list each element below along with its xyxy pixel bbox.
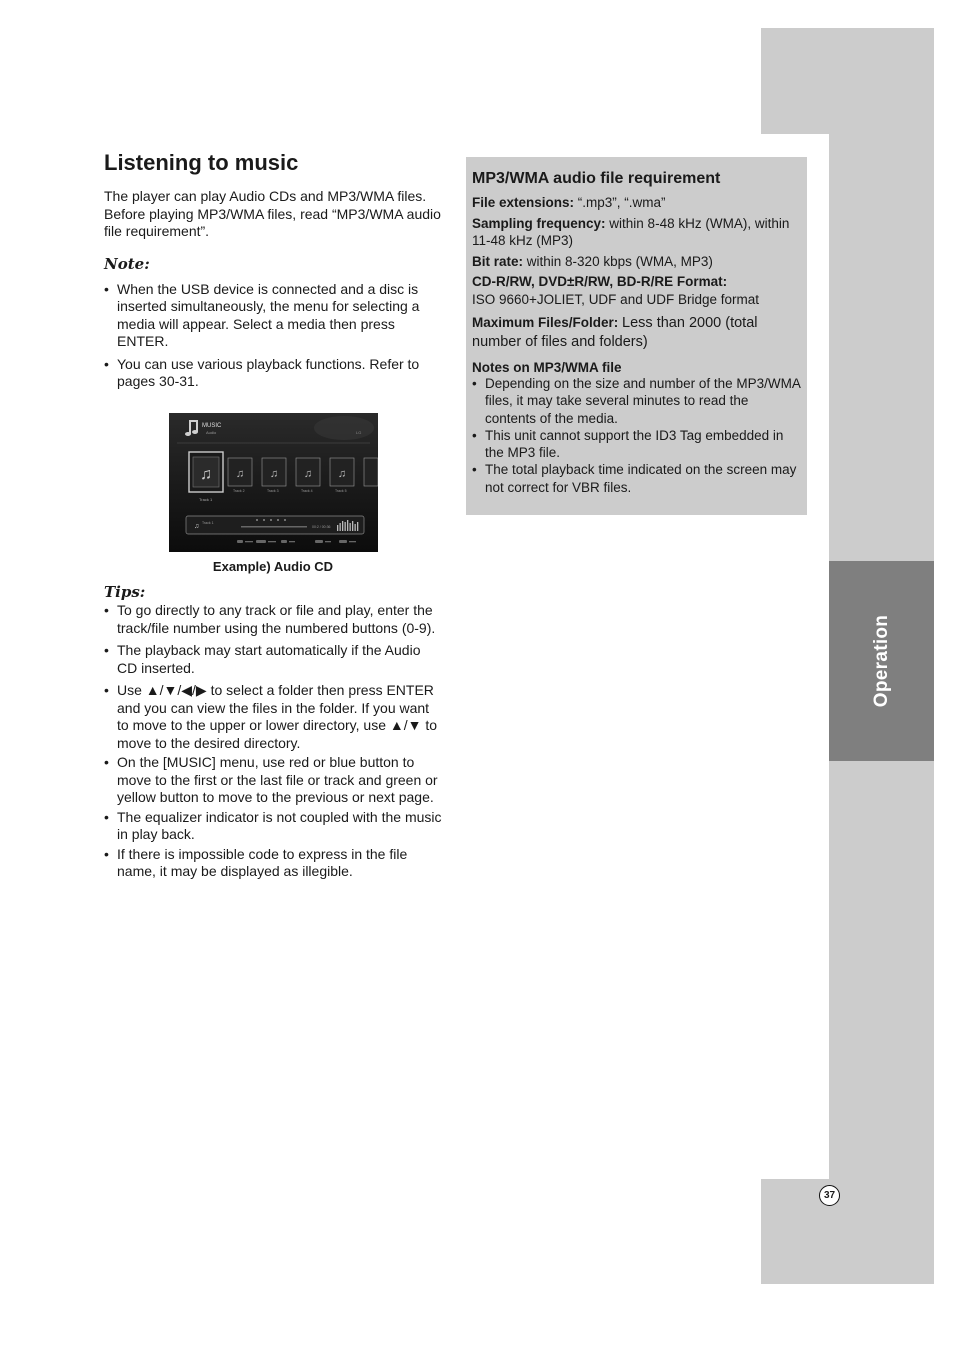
note-list — [104, 281, 444, 391]
max-files-value: Less than 2000 (total number of files and folders) — [472, 315, 758, 350]
box-note-item: • This unit cannot support the ID3 Tag embedded in the MP3 file. — [472, 427, 801, 462]
svg-text:♫: ♫ — [269, 468, 279, 480]
now-playing-bar — [186, 516, 364, 534]
max-files-label: Maximum Files/Folder: — [472, 315, 619, 330]
tip-item: • To go directly to any track or file and play, enter the track/file number using the numbered buttons (0-9). — [104, 602, 444, 637]
box-note-item: • The total playback time indicated on the screen may not correct for VBR files. — [472, 461, 801, 496]
tips-section — [104, 583, 444, 883]
menu-subtitle: Audio — [206, 430, 217, 435]
format-value: ISO 9660+JOLIET, UDF and UDF Bridge format — [472, 291, 759, 307]
sidebar-top-block — [761, 28, 934, 134]
tip-item: • Use ▲/▼/◀/▶ to select a folder then press ENTER and you can view the files in the folder. If you want to move to the upper or lower directory, use ▲/▼ to move to the desired directory. — [104, 682, 444, 752]
svg-text:♫: ♫ — [337, 468, 347, 480]
track-label: Track 2 — [233, 489, 245, 493]
box-notes-list — [472, 375, 801, 496]
page-number: 37 — [819, 1185, 840, 1206]
note-item: • When the USB device is connected and a disc is inserted simultaneously, the menu for selecting a media will appear. Select a media then press ENTER. — [104, 281, 444, 351]
ext-value: “.mp3”, “.wma” — [577, 195, 666, 210]
tip-item: • The playback may start automatically if the Audio CD inserted. — [104, 642, 444, 677]
freq-value: within 8-48 kHz (WMA), within 11-48 kHz (MP3) — [472, 215, 790, 248]
sidebar-bottom-block — [761, 1179, 934, 1284]
freq-label: Sampling frequency: — [472, 215, 606, 231]
ext-label: File extensions: — [472, 195, 575, 210]
format-label: CD-R/RW, DVD±R/RW, BD-R/RE Format: — [472, 274, 728, 289]
section-tab — [829, 561, 934, 761]
menu-title: MUSIC — [202, 423, 222, 429]
tips-list — [104, 602, 444, 881]
bitrate-value: within 8-320 kbps (WMA, MP3) — [526, 253, 713, 269]
svg-text:♫: ♫ — [235, 468, 245, 480]
intro-text: The player can play Audio CDs and MP3/WMA files. Before playing MP3/WMA files, read “MP3/WMA audio file requirement”. — [104, 188, 441, 239]
box-title: MP3/WMA audio file requirement — [472, 170, 721, 187]
section-tab-label: Operation — [870, 614, 892, 708]
left-column — [104, 150, 444, 396]
svg-text:♫: ♫ — [200, 466, 212, 483]
now-playing-label: Track 1 — [202, 521, 214, 525]
track-label: Track 5 — [335, 489, 347, 493]
note-heading: Note: — [104, 254, 150, 273]
requirements-box — [466, 157, 807, 515]
notes-heading: Notes on MP3/WMA file — [472, 360, 622, 375]
svg-text:♫: ♫ — [303, 468, 313, 480]
playback-time: 00:2 / 00:36 — [312, 525, 331, 529]
svg-text:♫: ♫ — [194, 523, 200, 530]
tip-item: • On the [MUSIC] menu, use red or blue button to move to the first or the last file or track and green or yellow button to move to the previous or next page. — [104, 754, 444, 807]
music-menu-screenshot — [169, 413, 378, 552]
tips-heading: Tips: — [104, 583, 146, 601]
tip-item: • The equalizer indicator is not coupled with the music in play back. — [104, 809, 444, 844]
track-label: Track 1 — [199, 497, 213, 502]
screenshot-caption: Example) Audio CD — [212, 559, 334, 574]
box-note-item: • Depending on the size and number of the MP3/WMA files, it may take several minutes to read the contents of the media. — [472, 375, 801, 427]
tip-item: • If there is impossible code to express in the file name, it may be displayed as illegible. — [104, 846, 444, 881]
track-label: Track 3 — [267, 489, 279, 493]
top-right-label: LG — [356, 430, 362, 435]
note-item: • You can use various playback functions. Refer to pages 30-31. — [104, 356, 444, 391]
track-label: Track 4 — [301, 489, 313, 493]
page-title: Listening to music — [104, 150, 299, 175]
bitrate-label: Bit rate: — [472, 253, 524, 269]
